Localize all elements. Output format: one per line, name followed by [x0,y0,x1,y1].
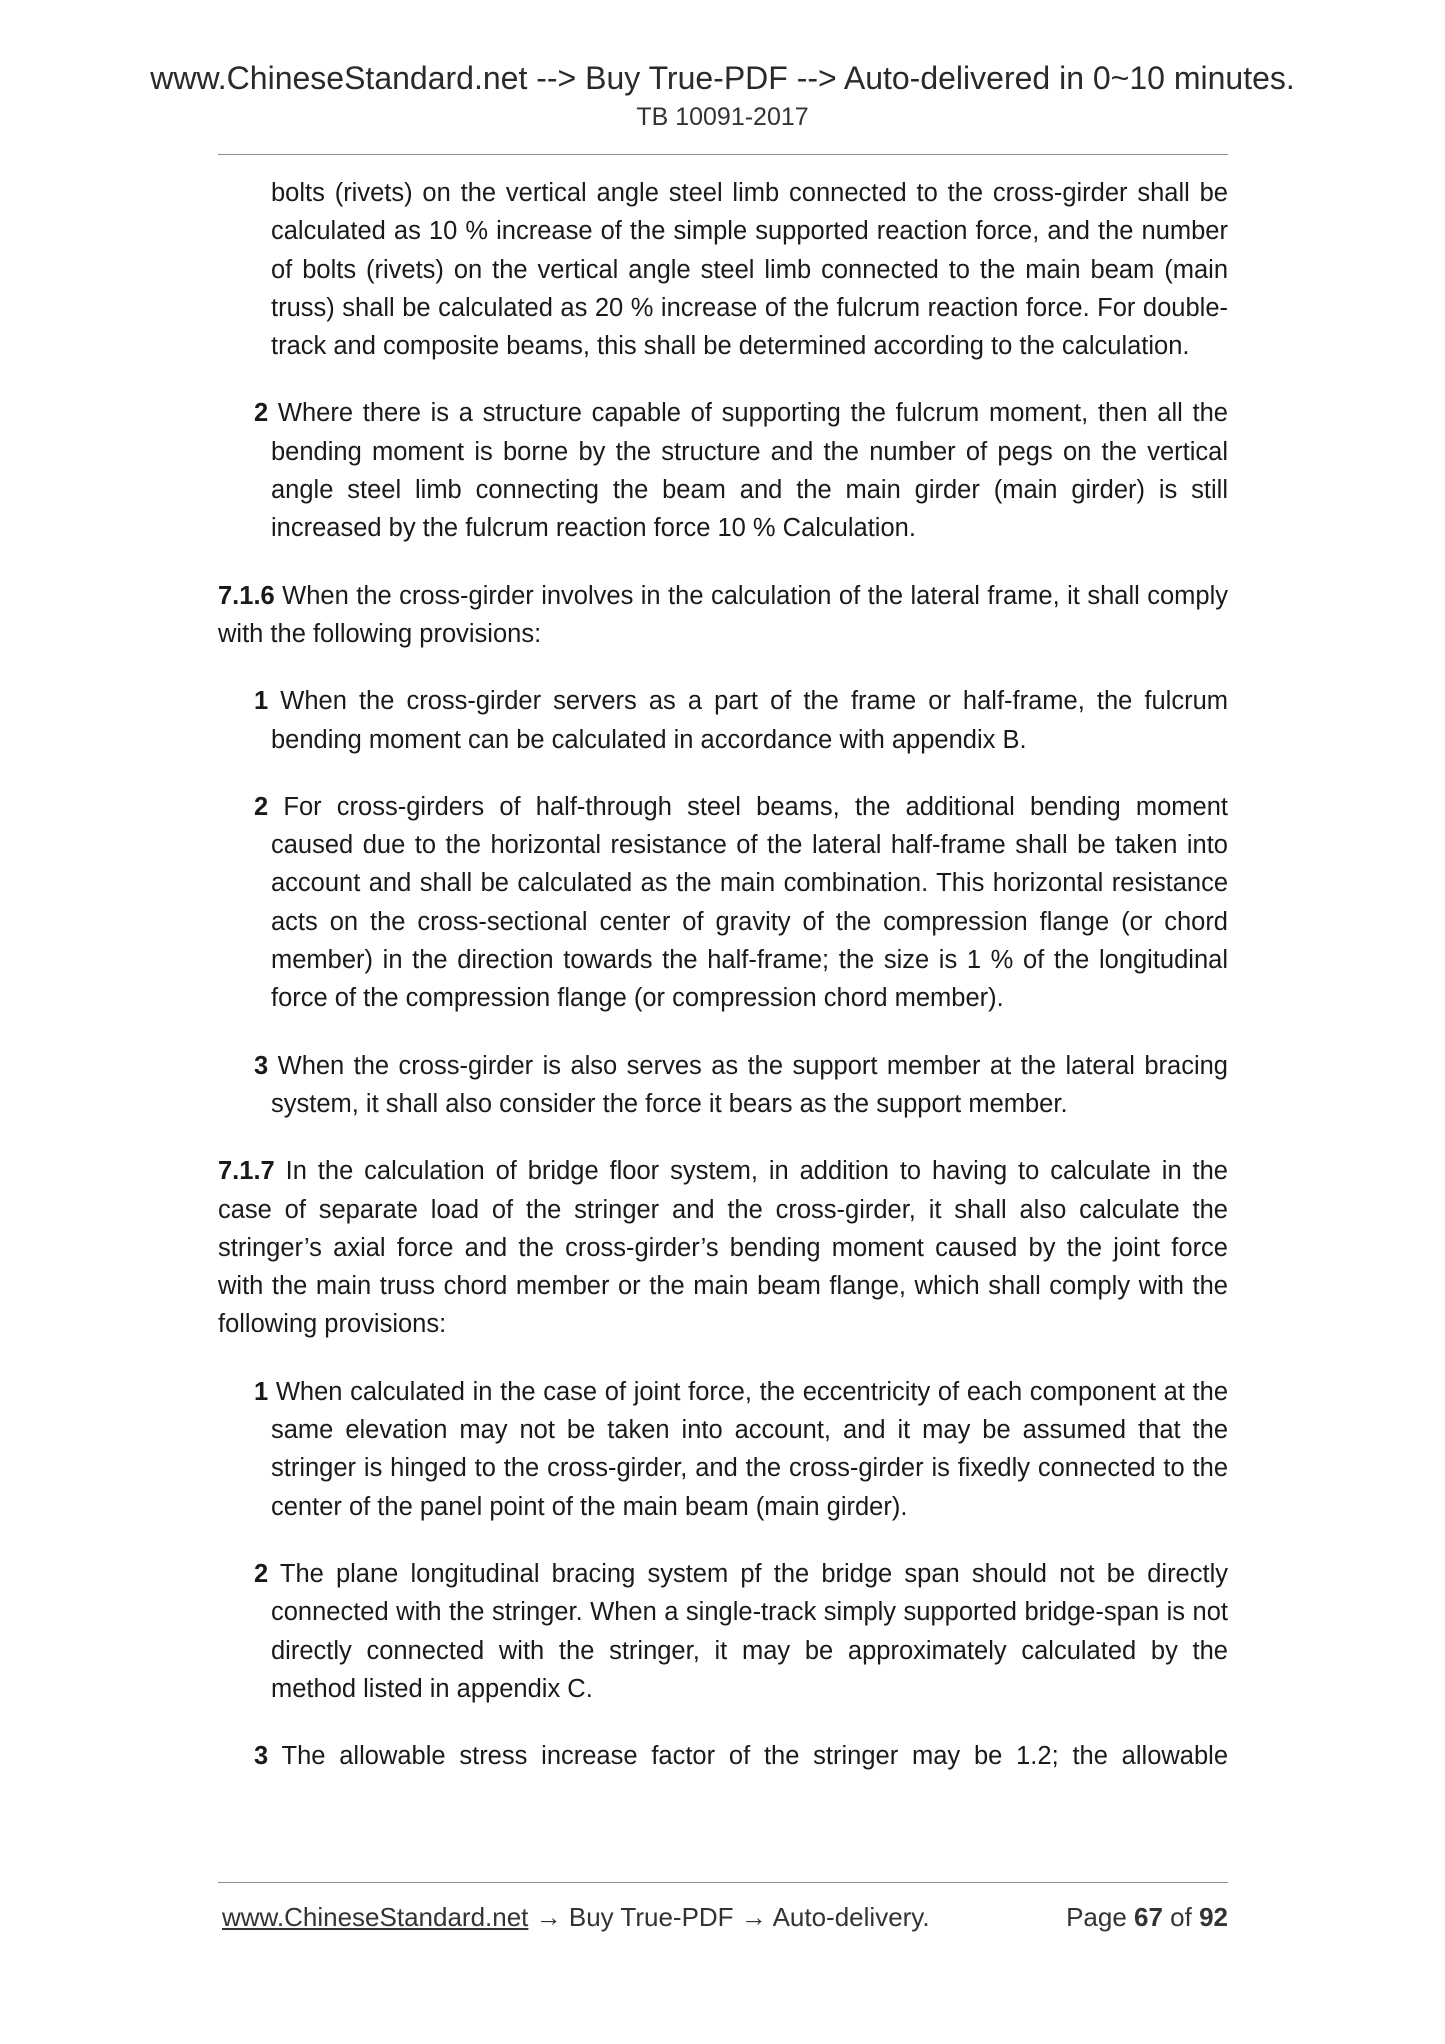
item-text: The allowable stress increase factor of the stringer may be 1.2; the allowable [268,1742,1228,1771]
page-footer [222,1897,1228,1937]
item-text: For cross-girders of half-through steel beams, the additional bending moment caused due to the horizontal resistance of the lateral half-frame shall be taken into account and shall be calculated as the main combination. This horizontal resistance acts on the cross-sectional center of gravity of the compression flange (or chord member) in the direction towards the half-frame; the size is 1 % of the longitudinal force of the compression flange (or compression chord member). [268,792,1228,1013]
item-number: 1 [254,687,269,716]
clause-7-1-6 [218,577,1228,654]
document-body [218,174,1228,1804]
list-item [254,682,1228,759]
item-number: 1 [254,1377,269,1406]
item-text: When the cross-girder servers as a part of the frame or half-frame, the fulcrum bending moment can be calculated in accordance with appendix B. [268,687,1228,754]
item-text: The plane longitudinal bracing system pf the bridge span should not be directly connected with the stringer. When a single-track simply supported bridge-span is not directly connected with the stringer, it may be approximately calculated by the method listed in appendix C. [268,1559,1228,1703]
page-of: of [1162,1902,1200,1932]
current-page: 67 [1134,1902,1163,1932]
header-divider [218,154,1228,155]
site-link[interactable]: www.ChineseStandard.net [222,1902,529,1932]
item-number: 3 [254,1051,269,1080]
list-item [254,394,1228,547]
footer-promo-text: → Buy True-PDF → Auto-delivery. [528,1902,930,1932]
footer-divider [218,1882,1228,1883]
page-header [0,58,1445,134]
item-text: When the cross-girder is also serves as the support member at the lateral bracing system, it shall also consider the force it bears as the support member. [268,1051,1228,1118]
list-item [254,1737,1228,1775]
page-word: Page [1066,1902,1135,1932]
item-number: 2 [254,792,269,821]
footer-promo [222,1897,930,1937]
item-text: When calculated in the case of joint force, the eccentricity of each component at the same elevation may not be taken into account, and it may be assumed that the stringer is hinged to the cross-girder, and the cross-girder is fixedly connected to the center of the panel point of the main beam (main girder). [268,1377,1228,1521]
total-pages: 92 [1199,1902,1228,1932]
item-number: 2 [254,1559,269,1588]
clause-number: 7.1.6 [218,581,275,610]
clause-7-1-7 [218,1152,1228,1343]
standard-code: TB 10091-2017 [636,103,809,131]
header-banner: www.ChineseStandard.net --> Buy True-PDF --> Auto-delivered in 0~10 minutes. [150,60,1295,96]
page-indicator [1066,1897,1228,1937]
continued-text: bolts (rivets) on the vertical angle steel limb connected to the cross-girder shall be calculated as 10 % increase of the simple supported reaction force, and the number of bolts (rivets) on the vertical angle steel limb connected to the main beam (main truss) shall be calculated as 20 % increase of the fulcrum reaction force. For double-track and composite beams, this shall be determined according to the calculation. [271,179,1228,361]
list-item [254,1047,1228,1124]
list-item [254,788,1228,1018]
list-item [254,1555,1228,1708]
item-text: Where there is a structure capable of supporting the fulcrum moment, then all the bending moment is borne by the structure and the number of pegs on the vertical angle steel limb connecting the beam and the main girder (main girder) is still increased by the fulcrum reaction force 10 % Calculation. [268,399,1228,543]
item-number: 3 [254,1742,269,1771]
clause-text: In the calculation of bridge floor system, in addition to having to calculate in the case of separate load of the stringer and the cross-girder, it shall also calculate the stringer’s axial force and the cross-girder’s bending moment caused by the joint force with the main truss chord member or the main beam flange, which shall comply with the following provisions: [218,1157,1228,1339]
clause-number: 7.1.7 [218,1157,275,1186]
list-item [254,1373,1228,1526]
continued-paragraph [271,174,1228,365]
item-number: 2 [254,399,269,428]
clause-text: When the cross-girder involves in the calculation of the lateral frame, it shall comply with the following provisions: [218,581,1228,648]
